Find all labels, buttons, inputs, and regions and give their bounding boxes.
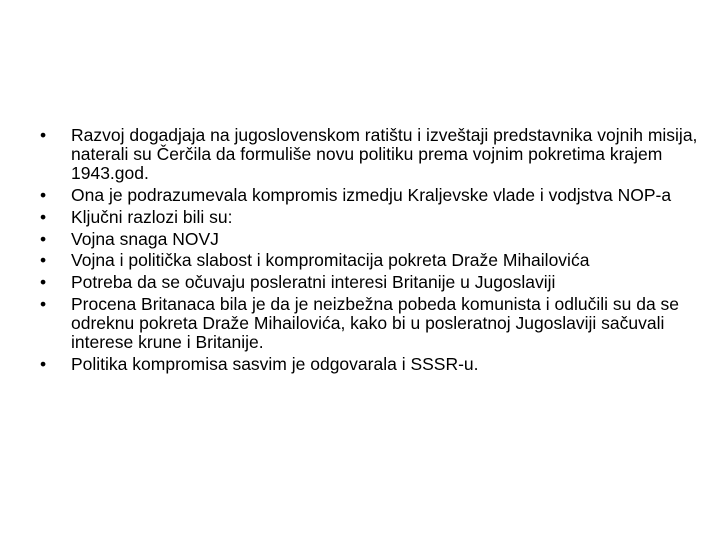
bullet-text: Razvoj dogadjaja na jugoslovenskom ratištu i izveštaji predstavnika vojnih misija, naterali su Čerčila da formuliše novu politiku prema vojnim pokretima krajem 1943.god. bbox=[71, 125, 698, 183]
bullet-item bbox=[40, 126, 700, 183]
bullet-item bbox=[40, 251, 700, 270]
bullet-text: Politika kompromisa sasvim je odgovarala i SSSR-u. bbox=[71, 353, 479, 374]
bullet-text: Procena Britanaca bila je da je neizbežna pobeda komunista i odlučili su da se odreknu pokreta Draže Mihailovića, kako bi u posleratnoj Jugoslaviji sačuvali interese krune i Britanije. bbox=[71, 294, 680, 353]
bullet-item bbox=[40, 355, 700, 374]
bullet-dot-icon: • bbox=[40, 184, 47, 205]
bullet-item bbox=[40, 295, 700, 352]
bullet-item bbox=[40, 230, 700, 249]
bullet-text: Vojna snaga NOVJ bbox=[71, 228, 219, 249]
bullet-dot-icon: • bbox=[40, 206, 47, 227]
bullet-dot-icon: • bbox=[40, 294, 47, 315]
bullet-text: Vojna i politička slabost i kompromitacija pokreta Draže Mihailovića bbox=[71, 250, 590, 271]
bullet-text: Ključni razlozi bili su: bbox=[71, 206, 233, 227]
bullet-dot-icon: • bbox=[40, 250, 47, 271]
bullet-item bbox=[40, 186, 700, 205]
bullet-item bbox=[40, 273, 700, 292]
bullet-text: Ona je podrazumevala kompromis izmedju Kraljevske vlade i vodjstva NOP-a bbox=[71, 184, 672, 205]
bullet-item bbox=[40, 208, 700, 227]
bullet-dot-icon: • bbox=[40, 353, 47, 374]
bullet-text: Potreba da se očuvaju posleratni interesi Britanije u Jugoslaviji bbox=[71, 272, 556, 293]
bullet-dot-icon: • bbox=[40, 228, 47, 249]
bullet-dot-icon: • bbox=[40, 125, 47, 145]
bullet-list bbox=[40, 126, 700, 374]
bullet-dot-icon: • bbox=[40, 272, 47, 293]
